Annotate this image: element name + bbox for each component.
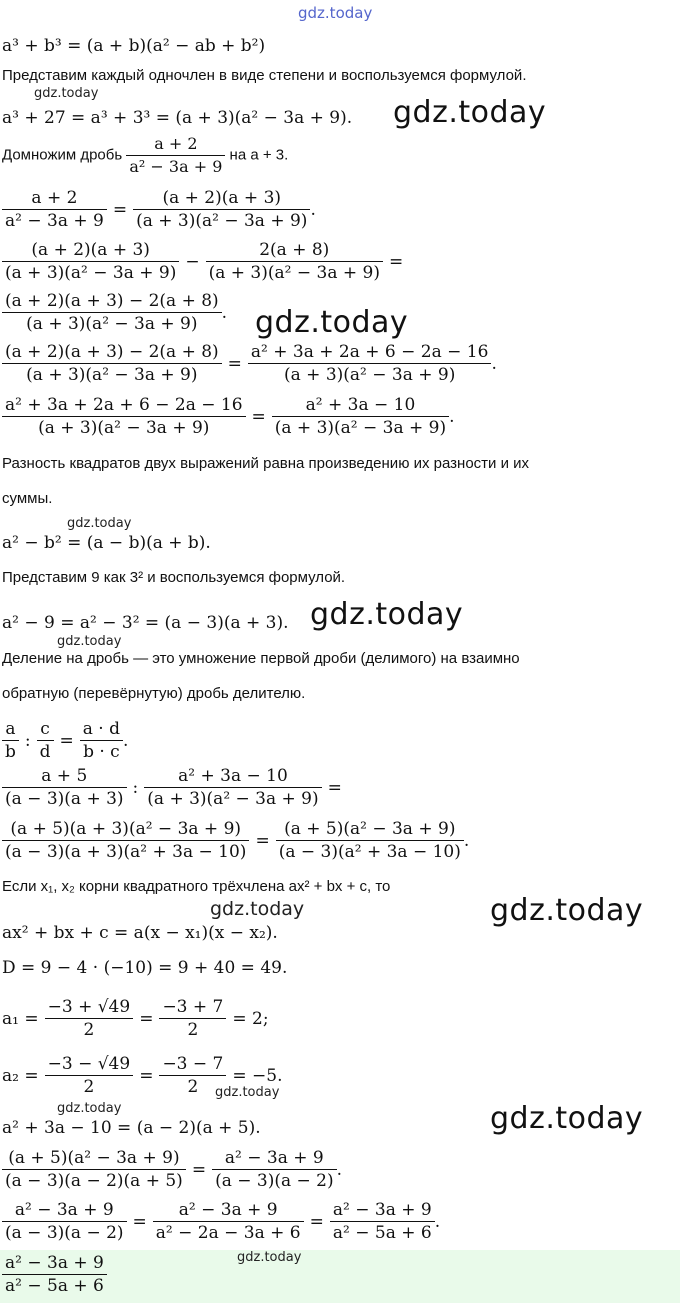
l15-eq: = <box>139 1008 154 1029</box>
l4-den1: (a + 3)(a² − 3a + 9) <box>2 261 179 283</box>
l11-den1: (a − 3)(a + 3) <box>2 787 127 809</box>
l16-num2: −3 − 7 <box>162 1054 224 1074</box>
equation-line-11 <box>2 766 348 809</box>
l11-op: : <box>132 777 139 798</box>
l11-end: = <box>327 777 342 798</box>
l18-den1: (a − 3)(a − 2)(a + 5) <box>2 1169 186 1191</box>
l4-end: = <box>388 251 404 272</box>
watermark-small-2: gdz.today <box>67 516 132 531</box>
answer-denominator: a² − 5a + 6 <box>2 1274 107 1296</box>
l10-end: . <box>123 730 129 751</box>
l6-den2: (a + 3)(a² − 3a + 9) <box>248 363 492 385</box>
paragraph-quadratic-roots: Если x₁, x₂ корни квадратного трёхчлена ax² + bx + c, то <box>2 878 391 895</box>
l6-end: . <box>491 353 497 374</box>
difference-of-squares-formula: a² − b² = (a − b)(a + b). <box>2 533 211 553</box>
l12-end: . <box>463 830 470 851</box>
paragraph-difference-of-squares-2: суммы. <box>2 490 53 507</box>
watermark-large-4: gdz.today <box>490 893 644 928</box>
l19-num2: a² − 3a + 9 <box>178 1200 278 1220</box>
l3-num2: (a + 2)(a + 3) <box>162 188 282 208</box>
l16-end: = −5. <box>232 1065 283 1086</box>
l4-num2: 2(a + 8) <box>259 240 330 260</box>
l18-den2: (a − 3)(a − 2) <box>212 1169 337 1191</box>
equation-line-4 <box>2 240 409 283</box>
fraction-division-rule <box>2 719 128 762</box>
l3-den1: a² − 3a + 9 <box>2 209 107 231</box>
paragraph-multiply-text: Домножим дробь <box>2 146 123 164</box>
watermark-small-3: gdz.today <box>57 634 122 649</box>
l19-end: . <box>434 1211 441 1232</box>
cube-sum-formula: a³ + b³ = (a + b)(a² − ab + b²) <box>2 36 266 56</box>
l10-op: : <box>24 730 31 751</box>
equation-line-5 <box>2 291 227 334</box>
l4-den2: (a + 3)(a² − 3a + 9) <box>206 261 383 283</box>
l10-den1: b <box>2 740 19 762</box>
root-a1 <box>2 997 275 1040</box>
inline-fraction-numerator: a + 2 <box>154 134 198 153</box>
l10-num3: a · d <box>82 719 120 739</box>
l6-num1: (a + 2)(a + 3) − 2(a + 8) <box>5 342 219 362</box>
l4-op: − <box>185 251 200 272</box>
watermark-medium-1: gdz.today <box>210 898 305 920</box>
l11-den2: (a + 3)(a² − 3a + 9) <box>144 787 321 809</box>
l16-eq: = <box>139 1065 154 1086</box>
watermark-top: gdz.today <box>298 4 373 22</box>
l16-den2: 2 <box>159 1075 226 1097</box>
answer-fraction <box>2 1253 107 1296</box>
l18-eq: = <box>191 1159 207 1180</box>
l7-num2: a² + 3a − 10 <box>305 395 416 415</box>
l15-den1: 2 <box>45 1018 134 1040</box>
l6-den1: (a + 3)(a² − 3a + 9) <box>2 363 222 385</box>
nine-factorization: a² − 9 = a² − 3² = (a − 3)(a + 3). <box>2 613 289 633</box>
l3-den2: (a + 3)(a² − 3a + 9) <box>133 209 310 231</box>
equation-line-3 <box>2 188 316 231</box>
watermark-large-3: gdz.today <box>310 597 464 632</box>
l15-den2: 2 <box>159 1018 226 1040</box>
watermark-large-5: gdz.today <box>490 1101 644 1136</box>
l16-den1: 2 <box>45 1075 134 1097</box>
l11-num1: a + 5 <box>41 766 88 786</box>
l15-num1: −3 + √49 <box>47 997 131 1017</box>
l18-num2: a² − 3a + 9 <box>224 1148 324 1168</box>
l7-num1: a² + 3a + 2a + 6 − 2a − 16 <box>5 395 243 415</box>
l5-end: . <box>221 302 228 323</box>
inline-fraction-denominator: a² − 3a + 9 <box>126 155 225 177</box>
l12-eq: = <box>255 830 270 851</box>
cube-sum-expansion: a³ + 27 = a³ + 3³ = (a + 3)(a² − 3a + 9). <box>2 108 353 128</box>
equation-line-7 <box>2 395 455 438</box>
equation-line-18 <box>2 1148 342 1191</box>
l12-den2: (a − 3)(a² + 3a − 10) <box>276 840 464 862</box>
l19-den2: a² − 2a − 3a + 6 <box>153 1221 304 1243</box>
equation-line-6 <box>2 342 497 385</box>
l16-pre: a₂ = <box>2 1065 39 1086</box>
watermark-small-5: gdz.today <box>57 1101 122 1116</box>
l12-num1: (a + 5)(a + 3)(a² − 3a + 9) <box>10 819 242 839</box>
l10-eq: = <box>59 730 74 751</box>
l19-eq2: = <box>309 1211 324 1232</box>
l5-num1: (a + 2)(a + 3) − 2(a + 8) <box>5 291 219 311</box>
watermark-small-1: gdz.today <box>34 86 99 101</box>
paragraph-fraction-division-2: обратную (перевёрнутую) дробь делителю. <box>2 685 306 702</box>
l19-eq: = <box>132 1211 147 1232</box>
l3-end: . <box>310 199 316 220</box>
paragraph-fraction-division-1: Деление на дробь — это умножение первой дроби (делимого) на взаимно <box>2 650 520 667</box>
l3-num1: a + 2 <box>31 188 78 208</box>
watermark-large-1: gdz.today <box>393 95 547 130</box>
trinomial-factorization: a² + 3a − 10 = (a − 2)(a + 5). <box>2 1118 261 1138</box>
watermark-answer: gdz.today <box>237 1250 302 1265</box>
l10-num2: c <box>40 719 50 739</box>
watermark-small-4: gdz.today <box>215 1085 280 1100</box>
paragraph-multiply-fraction <box>2 134 288 177</box>
l3-eq: = <box>112 199 128 220</box>
l19-num3: a² − 3a + 9 <box>332 1200 432 1220</box>
l12-den1: (a − 3)(a + 3)(a² + 3a − 10) <box>2 840 249 862</box>
answer-numerator: a² − 3a + 9 <box>5 1253 104 1273</box>
root-a2 <box>2 1054 289 1097</box>
l15-end: = 2; <box>232 1008 269 1029</box>
discriminant: D = 9 − 4 · (−10) = 9 + 40 = 49. <box>2 958 288 978</box>
quadratic-factorization-formula: ax² + bx + c = a(x − x₁)(x − x₂). <box>2 923 278 943</box>
l5-den1: (a + 3)(a² − 3a + 9) <box>2 312 222 334</box>
paragraph-power-representation: Представим каждый одночлен в виде степени и воспользуемся формулой. <box>2 67 527 84</box>
l6-eq: = <box>227 353 242 374</box>
paragraph-difference-of-squares-1: Разность квадратов двух выражений равна произведению их разности и их <box>2 455 530 472</box>
equation-line-12 <box>2 819 469 862</box>
l7-eq: = <box>251 406 266 427</box>
l7-den1: (a + 3)(a² − 3a + 9) <box>2 416 246 438</box>
l7-den2: (a + 3)(a² − 3a + 9) <box>272 416 449 438</box>
l10-den2: d <box>37 740 54 762</box>
l12-num2: (a + 5)(a² − 3a + 9) <box>284 819 456 839</box>
watermark-large-2: gdz.today <box>255 305 409 340</box>
paragraph-multiply-tail: на a + 3. <box>229 146 289 164</box>
l10-num1: a <box>5 719 16 739</box>
l15-num2: −3 + 7 <box>162 997 224 1017</box>
l19-den1: (a − 3)(a − 2) <box>2 1221 127 1243</box>
paragraph-nine-as-square: Представим 9 как 3² и воспользуемся формулой. <box>2 569 346 586</box>
l18-num1: (a + 5)(a² − 3a + 9) <box>8 1148 180 1168</box>
l10-den3: b · c <box>80 740 123 762</box>
l15-pre: a₁ = <box>2 1008 39 1029</box>
l7-end: . <box>449 406 455 427</box>
l16-num1: −3 − √49 <box>47 1054 131 1074</box>
l18-end: . <box>336 1159 343 1180</box>
equation-line-19 <box>2 1200 440 1243</box>
l6-num2: a² + 3a + 2a + 6 − 2a − 16 <box>250 342 489 362</box>
l19-den3: a² − 5a + 6 <box>330 1221 435 1243</box>
l19-num1: a² − 3a + 9 <box>14 1200 114 1220</box>
answer-box <box>0 1250 680 1303</box>
l4-num1: (a + 2)(a + 3) <box>31 240 150 260</box>
l11-num2: a² + 3a − 10 <box>178 766 288 786</box>
inline-fraction <box>126 134 225 177</box>
